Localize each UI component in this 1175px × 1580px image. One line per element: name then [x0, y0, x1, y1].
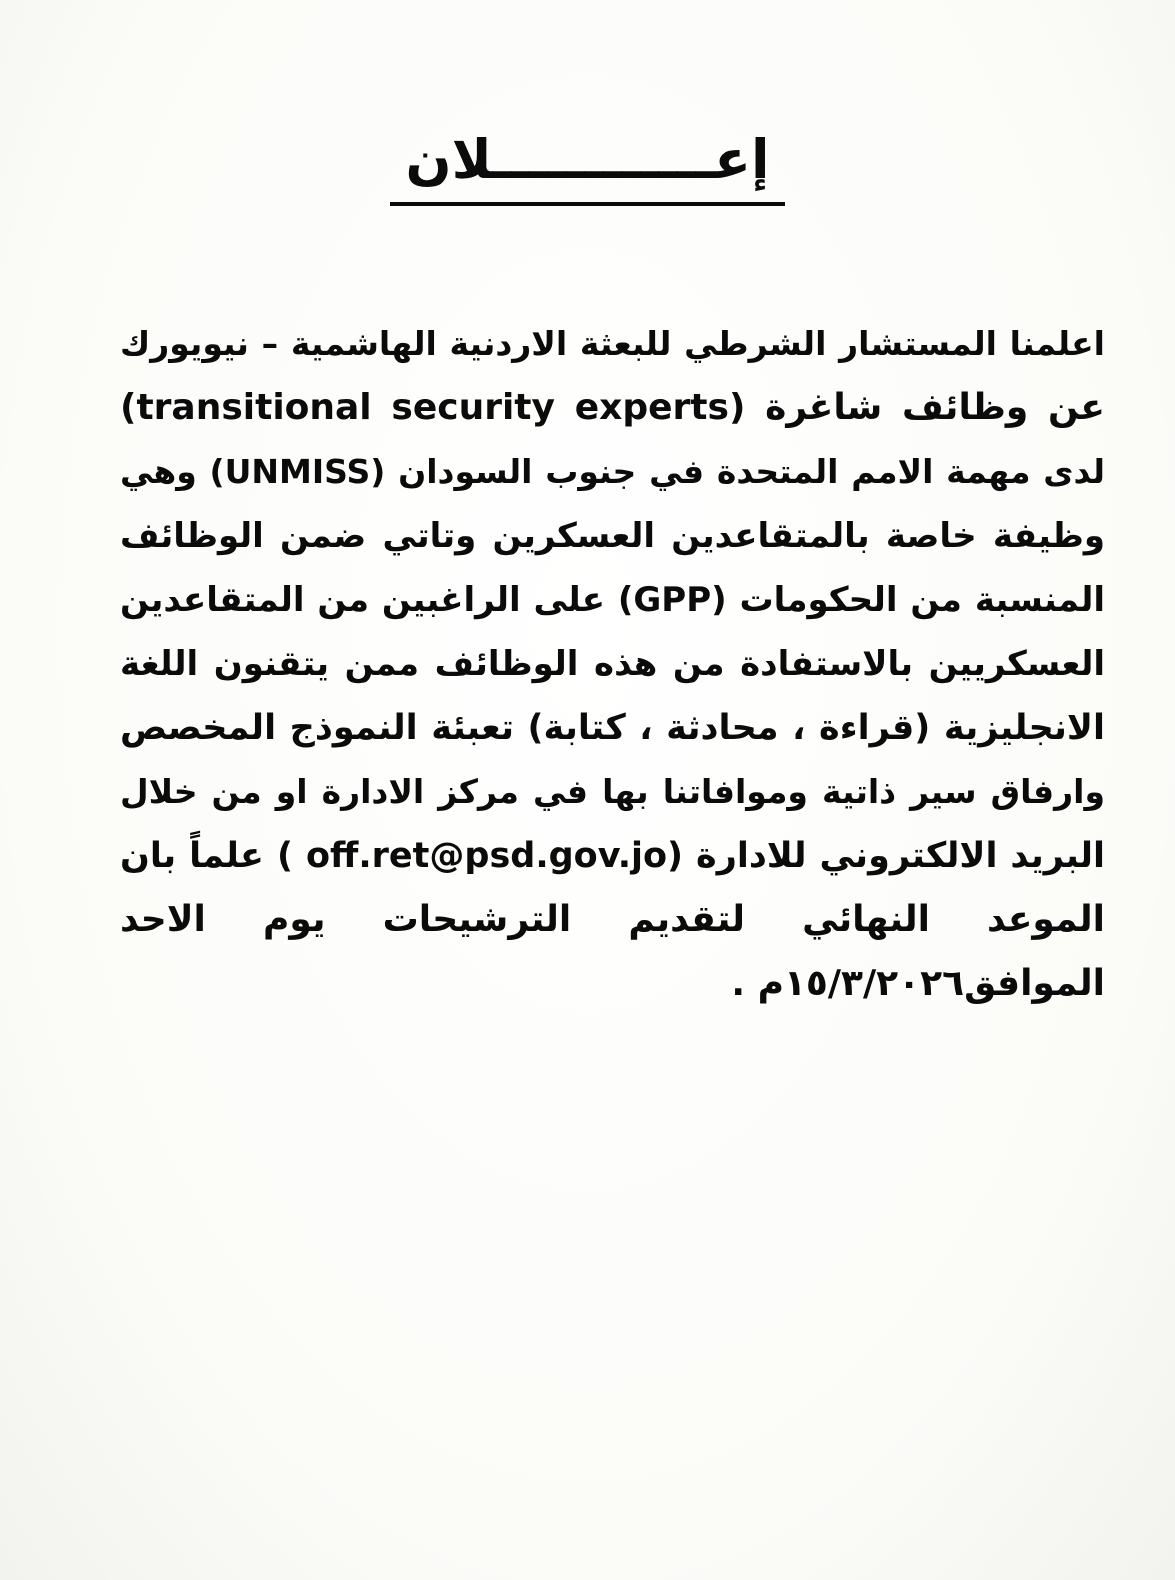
body-line-4: وظيفة خاصة بالمتقاعدين العسكرين وتاتي ضمن الوظائف	[120, 516, 1105, 556]
body-line-1: اعلمنا المستشار الشرطي للبعثة الاردنية الهاشمية – نيويورك	[120, 324, 1105, 363]
announcement-body	[120, 312, 1105, 1016]
body-line-9: البريد الالكتروني للادارة (off.ret@psd.gov.jo ) علماً بان	[120, 836, 1105, 876]
body-line-3: لدى مهمة الامم المتحدة في جنوب السودان (UNMISS) وهي	[120, 452, 1105, 491]
announcement-title	[0, 120, 1175, 206]
body-line-8: وارفاق سير ذاتية وموافاتنا بها في مركز الادارة او من خلال	[120, 772, 1105, 811]
body-line-2: عن وظائف شاغرة (transitional security experts)	[120, 387, 1105, 428]
body-line-6: العسكريين بالاستفادة من هذه الوظائف ممن يتقنون اللغة	[120, 644, 1105, 684]
body-line-5: المنسبة من الحكومات (GPP) على الراغبين من المتقاعدين	[120, 580, 1105, 620]
body-line-11: الموافق١٥/٣/٢٠٢٦م .	[731, 963, 1105, 1004]
body-line-10: الموعد النهائي لتقديم الترشيحات يوم الاحد	[120, 899, 1105, 940]
announcement-title-text: إعــــــــــــلان	[390, 120, 786, 206]
body-line-7: الانجليزية (قراءة ، محادثة ، كتابة) تعبئة النموذج المخصص	[120, 708, 1105, 748]
